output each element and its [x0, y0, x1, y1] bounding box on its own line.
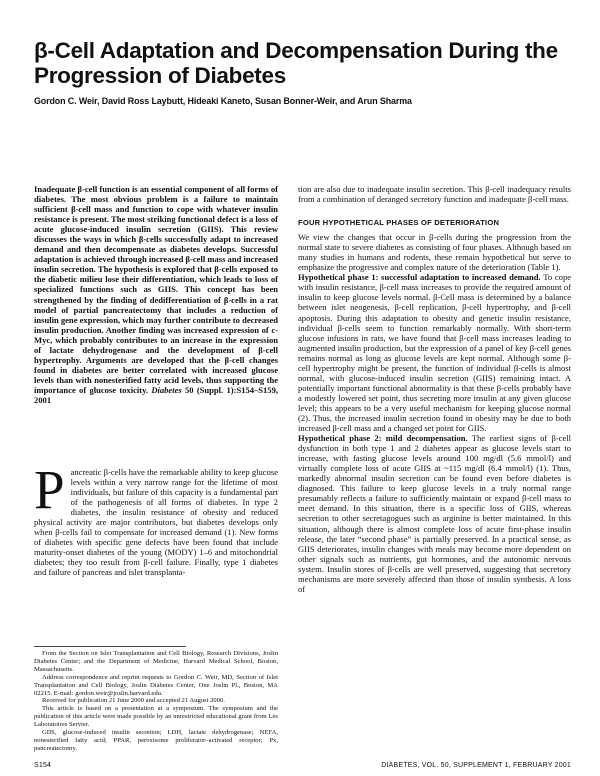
phase-2-text: The earliest signs of β-cell dysfunction in both type 1 and 2 diabetes appear as glucose levels start to increase, with fasting glucose levels around 100 mg/dl (5.6 mmol/l) and virtually complete loss of acute GIIS at ~115 mg/dl (6.4 mmol/l) (1). Thus, markedly abnormal insulin secretion can be found even before diabetes is diagnosed. This failure to keep glucose levels in a truly normal range presumably reflects a failure to sufficiently maintain or expand β-cell mass to meet demand. In this situation, there is a specific loss of GIIS, whereas secretion to other secretagogues such as arginine is better maintained. In this situation, although there is almost complete loss of acute first-phase insulin release, the later “second phase” is partially preserved. In a practical sense, as GIIS deteriorates, insulin changes with meals may become more dependent on other signals such as nutrients, gut hormones, and the autonomic nervous system. Insulin stores of β-cells are well preserved, suggesting that secretory mechanisms are more severely affected than those of insulin synthesis. A loss of	[298, 433, 571, 594]
phase-2-heading: Hypothetical phase 2: mild decompensation.	[298, 433, 468, 444]
intro-text: ancreatic β-cells have the remarkable ability to keep glucose levels within a very narrow range for the lifetime of most individuals, but failure of this capacity is a fundamental part of the pathogenesis of all forms of diabetes. In type 2 diabetes, the insulin resistance of obesity and reduced physical activity are major contributors, but diabetes develops only when β-cells fail to compensate for increased demand (1). New forms of diabetes with specific gene defects have been found that include maturity-onset diabetes of the young (MODY) 1–6 and mitochondrial diabetes; they too result from β-cell failure. Finally, type 1 diabetes and failure of pancreas and islet transplanta-	[34, 467, 278, 578]
journal-issue-info: DIABETES, VOL. 50, SUPPLEMENT 1, FEBRUARY 2001	[381, 762, 571, 769]
continuation-text: tion are also due to inadequate insulin secretion. This β-cell inadequacy results from a combination of deranged secretory function and inadequate β-cell mass.	[298, 184, 571, 205]
phase-1-text: To cope with insulin resistance, β-cell mass increases to provide the required amount of insulin to keep glucose levels normal. β-Cell mass is determined by a balance between islet neogenesis, β-cell replication, β-cell hypertrophy, and β-cell apoptosis. During this adaptation to obesity and genetic insulin resistance, individual β-cells seem to function remarkably normally. With short-term glucose infusions in rats, we have found that β-cell mass increases leading to augmented insulin production, but the expression of a panel of key β-cell genes remains normal as long as glucose levels are kept normal. Although some β-cell hypertrophy might be present, the function of individual β-cells is almost normal, with glucose-induced insulin secretion (GIIS) remaining intact. A potentially important functional abnormality is that these β-cells probably have a modestly lowered set point, thus secreting more insulin at any given glucose level; this appears to be a very useful mechanism for keeping glucose normal (2). Thus, the increased insulin secretion found in obesity may be due to both increased β-cell mass and a changed set point for GIIS.	[298, 272, 572, 434]
footnote-received: Received for publication 21 June 2000 and accepted 21 August 2000.	[42, 697, 225, 705]
article-title: β-Cell Adaptation and Decompensation During the Progression of Diabetes	[34, 38, 558, 88]
introduction	[34, 459, 278, 578]
abstract-text: Inadequate β-cell function is an essential component of all forms of diabetes. The most obvious problem is a failure to maintain sufficient β-cell mass and function to cope with whatever insulin resistance is present. The most striking functional defect is a loss of acute glucose-induced insulin secretion (GIIS). This review discusses the ways in which β-cells successfully adapt to increased demand and then decompensate as diabetes develops. Successful adaptation is achieved through increased β-cell mass and increased insulin secretion. The hypothesis is explored that β-cells exposed to the diabetic milieu lose their differentiation, which leads to loss of specialized functions such as GIIS. This concept has been strengthened by the finding of dedifferentiation of β-cells in a rat model of partial pancreatectomy that includes a reduction of insulin gene expression, which may further contribute to decreased insulin production. Another finding was increased expression of c-Myc, which probably contributes to an increase in the expression of lactate dehydrogenase and the development of β-cell hypertrophy. Arguments are developed that the β-cell changes found in diabetes are better correlated with increased glucose levels than with nonesterified fatty acid levels, thus supporting the importance of glucose toxicity.	[34, 184, 278, 395]
citation-details: 50 (Suppl. 1):S154–S159, 2001	[34, 384, 278, 405]
drop-cap: P	[34, 459, 65, 520]
author-list: Gordon C. Weir, David Ross Laybutt, Hideaki Kaneto, Susan Bonner-Weir, and Arun Sharma	[34, 96, 412, 106]
section-heading: FOUR HYPOTHETICAL PHASES OF DETERIORATION	[298, 218, 500, 228]
footnote-correspondence: Address correspondence and reprint requests to Gordon C. Weir, MD, Section of Islet Transplantation and Cell Biology, Joslin Diabetes Center, One Joslin Pl., Boston, MA 02215. E-mail: gordon.weir@joslin.harvard.edu.	[34, 673, 278, 697]
citation-journal: Diabetes	[151, 384, 182, 395]
footnote-affiliation: From the Section on Islet Transplantation and Cell Biology, Research Divisions, Joslin Diabetes Center; and the Department of Medicine, Harvard Medical School, Boston, Massachusetts.	[34, 650, 278, 673]
abstract	[34, 184, 278, 405]
footnote-rule	[34, 646, 186, 647]
right-column	[298, 184, 571, 594]
phase-1-paragraph	[298, 272, 571, 433]
section-intro: We view the changes that occur in β-cells during the progression from the normal state to severe diabetes as consisting of four phases. Although based on many studies in humans and rodents, these remain hypothetical but serve to emphasize the progressive and complex nature of the deterioration (Table 1).	[298, 232, 571, 273]
footnote-symposium: This article is based on a presentation at a symposium. The symposium and the publication of this article were made possible by an unrestricted educational grant from Les Laboratoires Servier.	[34, 705, 278, 729]
page-number: S154	[34, 762, 52, 769]
phase-1-heading: Hypothetical phase 1: successful adaptation to increased demand.	[298, 272, 541, 283]
phase-2-paragraph	[298, 433, 571, 594]
footnote-abbreviations: GIIS, glucose-induced insulin secretion; LDH, lactate dehydrogenase; NEFA, nonesterified fatty acid; PPAR, peroxisome proliferator–activated receptor; Px, pancreatectomy.	[34, 729, 278, 752]
footnotes	[34, 650, 278, 753]
